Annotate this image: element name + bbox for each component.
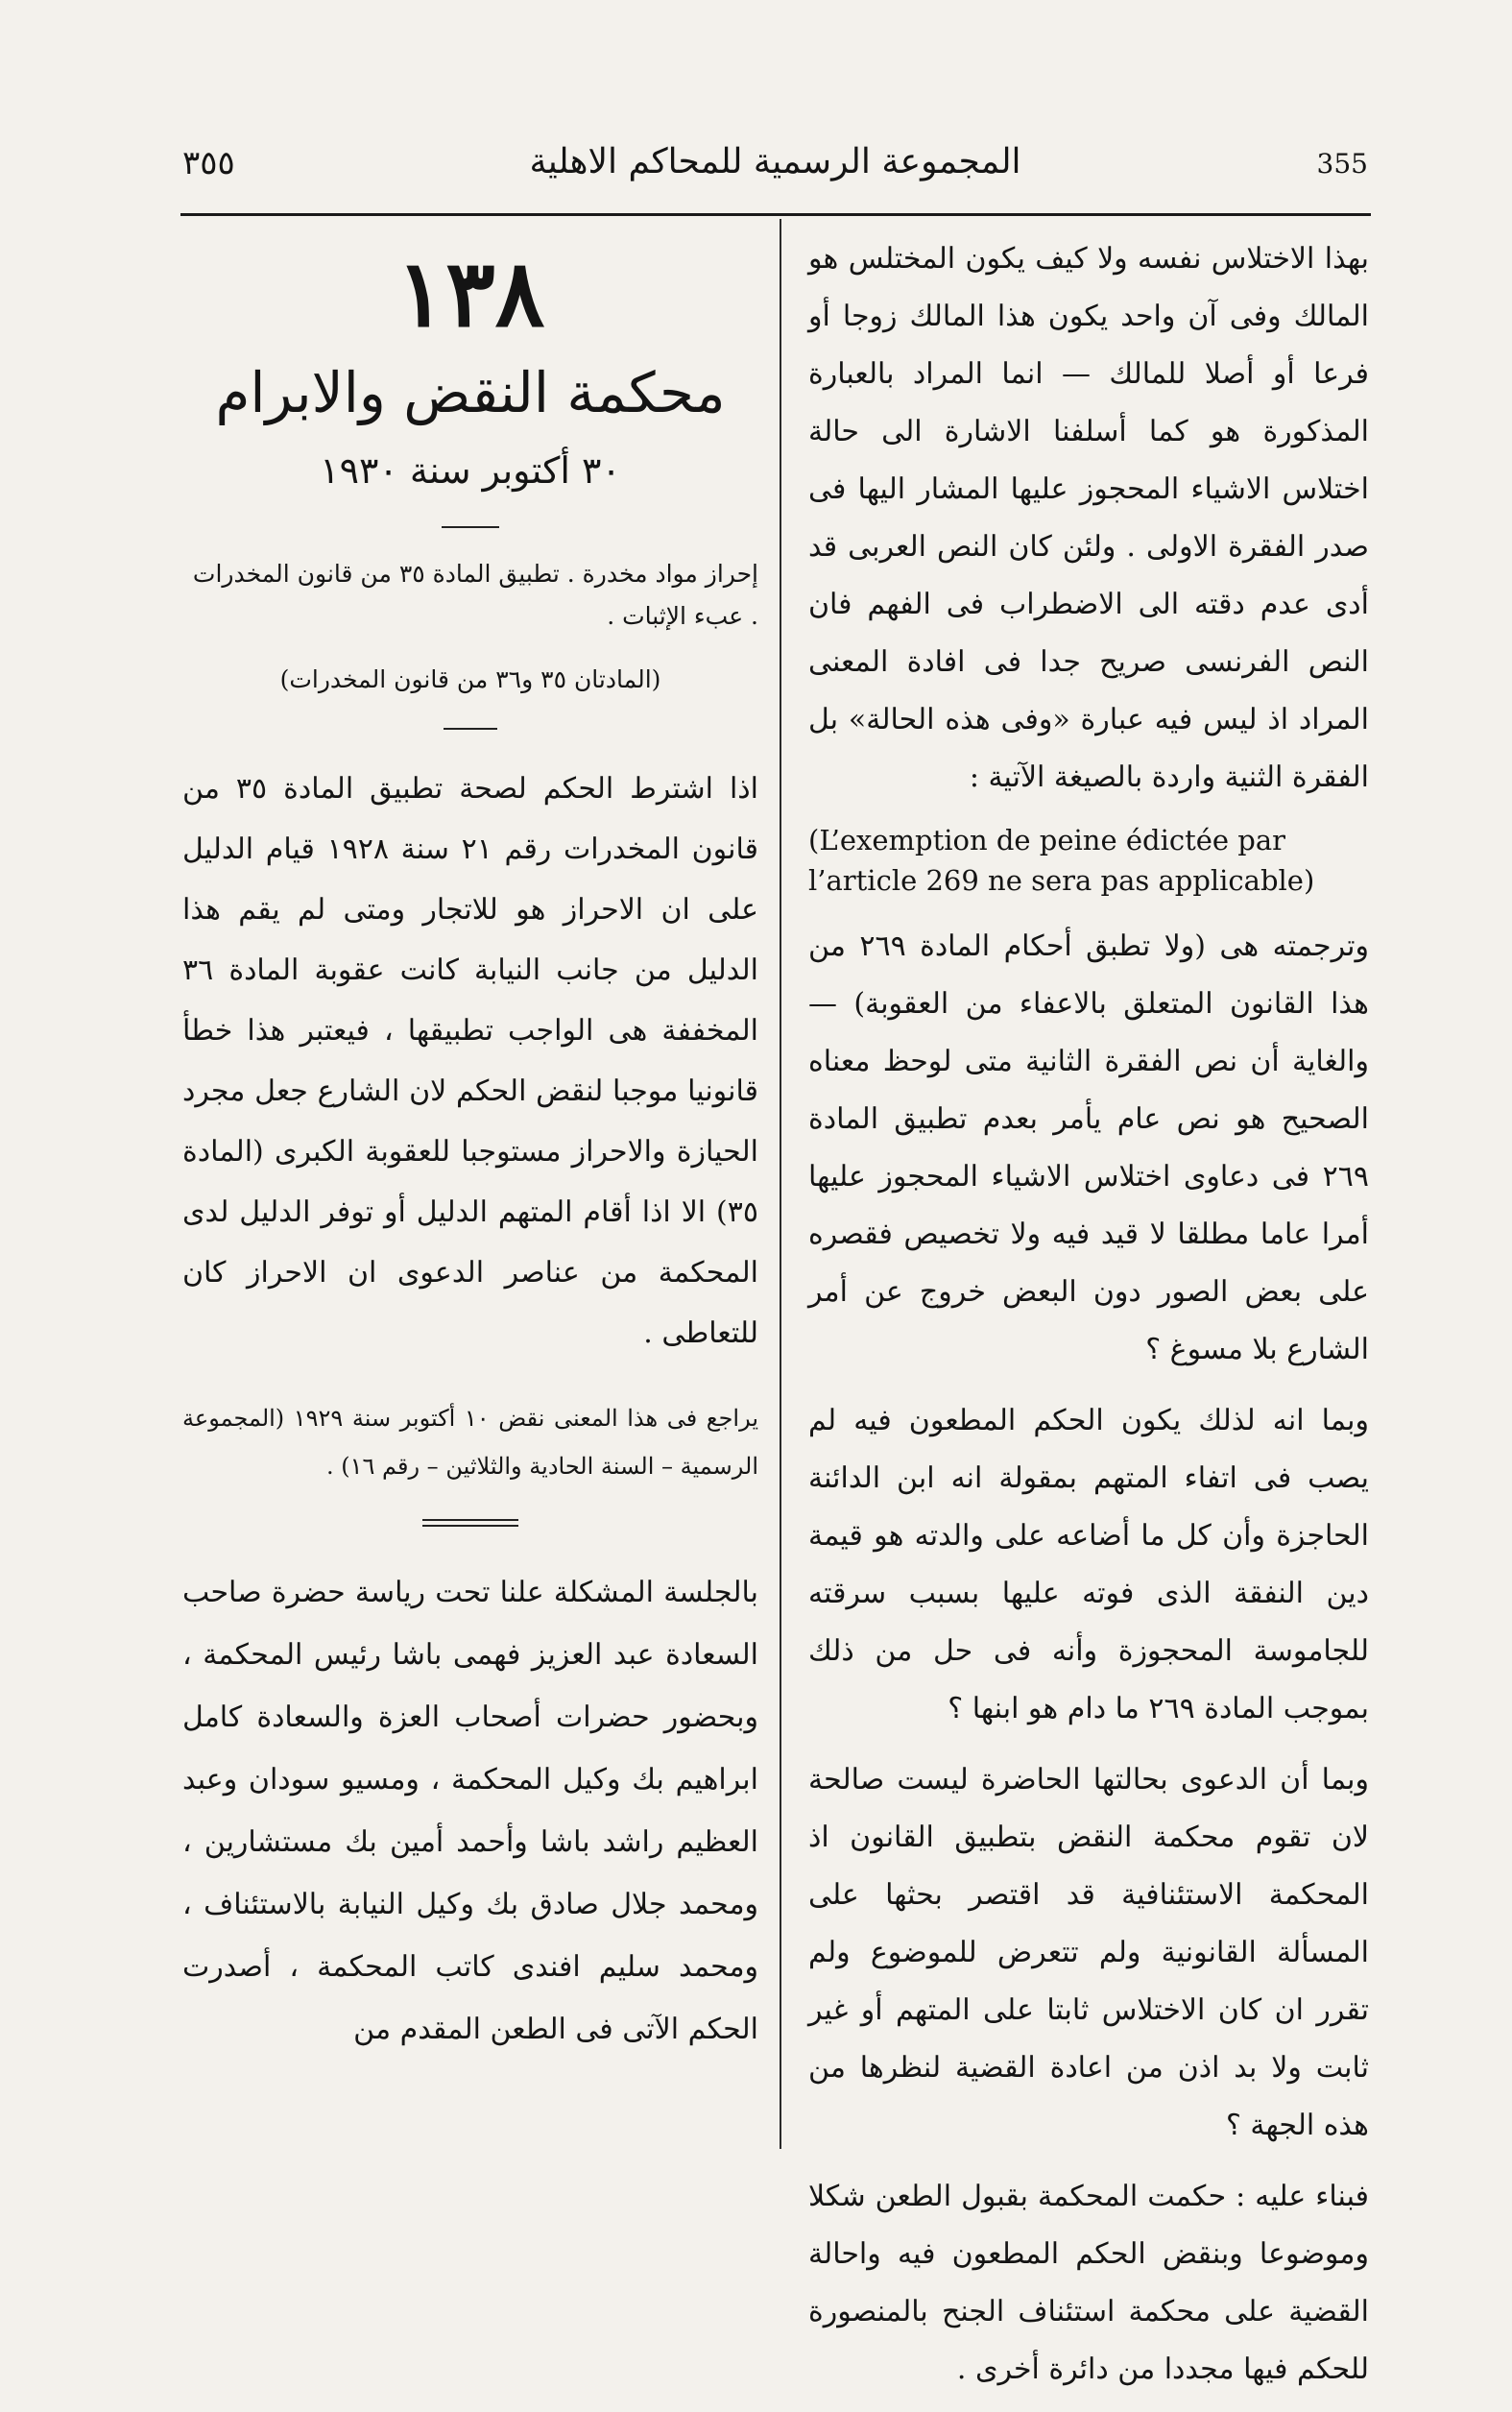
case-headnote: اذا اشترط الحكم لصحة تطبيق المادة ٣٥ من قانون المخدرات رقم ٢١ سنة ١٩٢٨ قيام الدليل على ان الاحراز هو للاتجار ومتى لم يقم هذا الدليل من جانب النيابة كانت عقوبة المادة ٣٦ المخففة هى الواجب تطبيقها ، فيعتبر هذا خطأ قانونيا موجبا لنقض الحكم لان الشارع جعل مجرد الحيازة والاحراز مستوجبا للعقوبة الكبرى (المادة ٣٥) الا اذا أقام المتهم الدليل أو توفر الدليل لدى المحكمة من عناصر الدعوى ان الاحراز كان للتعاطى . (182, 772, 759, 1350)
case-number: ١٣٨ (396, 239, 545, 348)
paragraph: بهذا الاختلاس نفسه ولا كيف يكون المختلس هو المالك وفى آن واحد يكون هذا المالك زوجا أو فرعا أو أصلا للمالك — انما المراد بالعبارة المذكورة هو كما أسلفنا الاشارة الى حالة اختلاس الاشياء المحجوز عليها المشار اليها فى صدر الفقرة الاولى . ولئن كان النص العربى قد أدى عدم دقته الى الاضطراب فى الفهم فان النص الفرنسى صريح جدا فى افادة المعنى المراد اذ ليس فيه عبارة «وفى هذه الحالة» بل الفقرة الثنية واردة بالصيغة الآتية : (808, 242, 1369, 794)
page-header (182, 142, 1368, 196)
page-number-latin: 355 (1316, 148, 1368, 180)
paragraph: فبناء عليه : حكمت المحكمة بقبول الطعن شكلا وموضوعا وبنقض الحكم المطعون فيه واحالة القضية على محكمة استئناف الجنح بالمنصورة للحكم فيها مجددا من دائرة أخرى . (808, 2180, 1369, 2386)
paragraph: وبما أن الدعوى بحالتها الحاضرة ليست صالحة لان تقوم محكمة النقض بتطبيق القانون اذ المحكمة الاستئنافية قد اقتصر بحثها على المسألة القانونية ولم تتعرض للموضوع ولم تقرر ان كان الاختلاس ثابتا على المتهم أو غير ثابت ولا بد اذن من اعادة القضية لنظرها من هذه الجهة ؟ (808, 1763, 1369, 2142)
case-date: ٣٠ أكتوبر سنة ١٩٣٠ (320, 449, 621, 492)
column-divider (780, 219, 781, 2149)
session-paragraph: بالجلسة المشكلة علنا تحت رياسة حضرة صاحب السعادة عبد العزيز فهمى باشا رئيس المحكمة ، وبحضور حضرات أصحاب العزة والسعادة كامل ابراهيم بك وكيل المحكمة ، ومسيو سودان وعبد العظيم راشد باشا وأحمد أمين بك مستشارين ، ومحمد جلال صادق بك وكيل النيابة بالاستئناف ، ومحمد سليم افندى كاتب المحكمة ، أصدرت الحكم الآتى فى الطعن المقدم من (182, 1576, 758, 2046)
page-number-arabic: ٣٥٥ (182, 144, 235, 182)
continuation-column (808, 230, 1369, 2412)
case-keywords: إحراز مواد مخدرة . تطبيق المادة ٣٥ من قانون المخدرات . عبء الإثبات . (192, 560, 758, 630)
double-divider (422, 1519, 518, 1527)
header-rule (180, 213, 1371, 216)
case-reference: يراجع فى هذا المعنى نقض ١٠ أكتوبر سنة ١٩٢٩ (المجموعة الرسمية – السنة الحادية والثلاثين – رقم ١٦) . (182, 1405, 758, 1480)
french-quote: (L’exemption de peine édictée par l’article 269 ne sera pas applicable) (808, 824, 1315, 897)
court-name: محكمة النقض والابرام (215, 360, 726, 425)
paragraph: وبما انه لذلك يكون الحكم المطعون فيه لم يصب فى اتفاء المتهم بمقولة انه ابن الدائنة الحاجزة وأن كل ما أضاعه على والدته هو قيمة دين النفقة الذى فوته عليها بسبب سرقته للجاموسة المحجوزة وأنه فى حل من ذلك بموجب المادة ٢٦٩ ما دام هو ابنها ؟ (808, 1404, 1369, 1725)
paragraph: وترجمته هى (ولا تطبق أحكام المادة ٢٦٩ من هذا القانون المتعلق بالاعفاء من العقوبة) — والغاية أن نص الفقرة الثانية متى لوحظ معناه الصحيح هو نص عام يأمر بعدم تطبيق المادة ٢٦٩ فى دعاوى اختلاس الاشياء المحجوز عليها أمرا عاما مطلقا لا قيد فيه ولا تخصيص فقصره على بعض الصور دون البعض خروج عن أمر الشارع بلا مسوغ ؟ (808, 929, 1369, 1366)
case-articles: (المادتان ٣٥ و٣٦ من قانون المخدرات) (279, 665, 661, 693)
case-column (182, 230, 758, 2061)
divider (444, 728, 497, 730)
running-title: المجموعة الرسمية للمحاكم الاهلية (529, 142, 1021, 181)
divider (442, 526, 499, 528)
